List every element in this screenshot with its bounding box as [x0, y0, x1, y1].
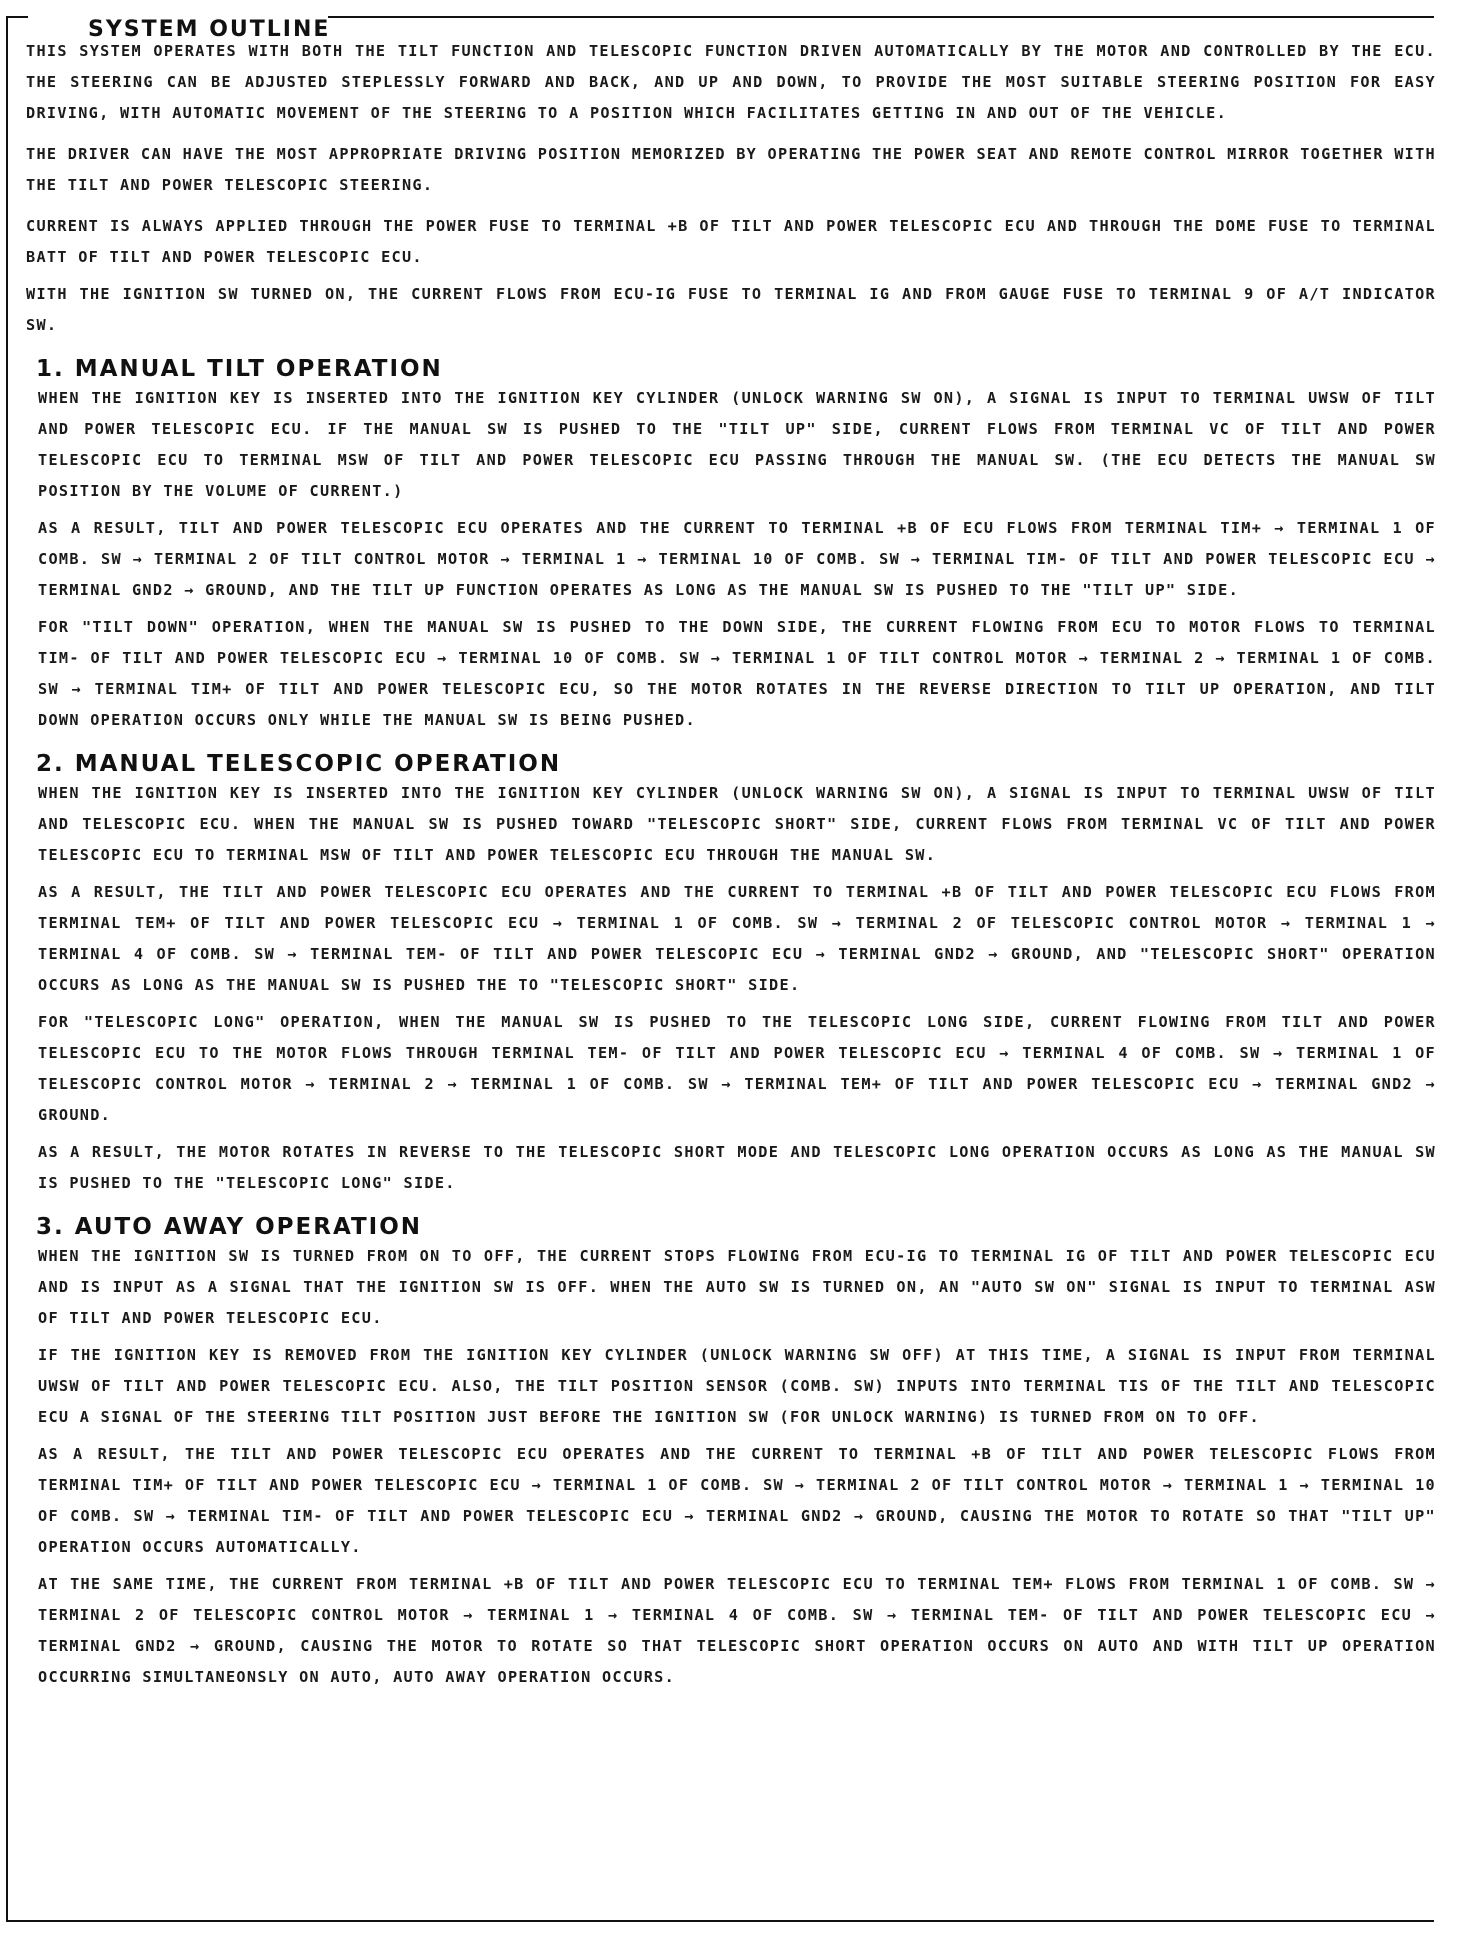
section-paragraph: AS A RESULT, THE MOTOR ROTATES IN REVERSE TO THE TELESCOPIC SHORT MODE AND TELESCOPIC LONG OPERATION OCCURS AS LONG AS THE MANUAL SW IS PUSHED TO THE "TELESCOPIC LONG" SIDE.: [38, 1143, 1436, 1192]
manual-telescopic-section: [26, 750, 1436, 1199]
section-paragraph: WHEN THE IGNITION KEY IS INSERTED INTO THE IGNITION KEY CYLINDER (UNLOCK WARNING SW ON), A SIGNAL IS INPUT TO TERMINAL UWSW OF TILT AND TELESCOPIC ECU. WHEN THE MANUAL SW IS PUSHED TOWARD "TELESCOPIC SHORT" SIDE, CURRENT FLOWS FROM TERMINAL VC OF TILT AND POWER TELESCOPIC ECU TO TERMINAL MSW OF TILT AND POWER TELESCOPIC ECU THROUGH THE MANUAL SW.: [38, 784, 1436, 864]
system-outline-section: [26, 36, 1436, 341]
section-paragraph: WHEN THE IGNITION SW IS TURNED FROM ON TO OFF, THE CURRENT STOPS FLOWING FROM ECU-IG TO TERMINAL IG OF TILT AND POWER TELESCOPIC ECU AND IS INPUT AS A SIGNAL THAT THE IGNITION SW IS OFF. WHEN THE AUTO SW IS TURNED ON, AN "AUTO SW ON" SIGNAL IS INPUT TO TERMINAL ASW OF TILT AND POWER TELESCOPIC ECU.: [38, 1247, 1436, 1327]
section-paragraph: AS A RESULT, TILT AND POWER TELESCOPIC ECU OPERATES AND THE CURRENT TO TERMINAL +B OF ECU FLOWS FROM TERMINAL TIM+ → TERMINAL 1 OF COMB. SW → TERMINAL 2 OF TILT CONTROL MOTOR → TERMINAL 1 → TERMINAL 10 OF COMB. SW → TERMINAL TIM- OF TILT AND POWER TELESCOPIC ECU → TERMINAL GND2 → GROUND, AND THE TILT UP FUNCTION OPERATES AS LONG AS THE MANUAL SW IS PUSHED TO THE "TILT UP" SIDE.: [38, 519, 1436, 599]
auto-away-section: [26, 1213, 1436, 1693]
outline-paragraph: THIS SYSTEM OPERATES WITH BOTH THE TILT FUNCTION AND TELESCOPIC FUNCTION DRIVEN AUTOMATICALLY BY THE MOTOR AND CONTROLLED BY THE ECU. THE STEERING CAN BE ADJUSTED STEPLESSLY FORWARD AND BACK, AND UP AND DOWN, TO PROVIDE THE MOST SUITABLE STEERING POSITION FOR EASY DRIVING, WITH AUTOMATIC MOVEMENT OF THE STEERING TO A POSITION WHICH FACILITATES GETTING IN AND OUT OF THE VEHICLE.: [26, 42, 1436, 122]
outline-paragraph: THE DRIVER CAN HAVE THE MOST APPROPRIATE DRIVING POSITION MEMORIZED BY OPERATING THE POWER SEAT AND REMOTE CONTROL MIRROR TOGETHER WITH THE TILT AND POWER TELESCOPIC STEERING.: [26, 145, 1436, 194]
section-paragraph: AS A RESULT, THE TILT AND POWER TELESCOPIC ECU OPERATES AND THE CURRENT TO TERMINAL +B OF TILT AND POWER TELESCOPIC FLOWS FROM TERMINAL TIM+ OF TILT AND POWER TELESCOPIC ECU → TERMINAL 1 OF COMB. SW → TERMINAL 2 OF TILT CONTROL MOTOR → TERMINAL 1 → TERMINAL 10 OF COMB. SW → TERMINAL TIM- OF TILT AND POWER TELESCOPIC ECU → TERMINAL GND2 → GROUND, CAUSING THE MOTOR TO ROTATE SO THAT "TILT UP" OPERATION OCCURS AUTOMATICALLY.: [38, 1445, 1436, 1556]
section-paragraph: FOR "TELESCOPIC LONG" OPERATION, WHEN THE MANUAL SW IS PUSHED TO THE TELESCOPIC LONG SIDE, CURRENT FLOWING FROM TILT AND POWER TELESCOPIC ECU TO THE MOTOR FLOWS THROUGH TERMINAL TEM- OF TILT AND POWER TELESCOPIC ECU → TERMINAL 4 OF COMB. SW → TERMINAL 1 OF TELESCOPIC CONTROL MOTOR → TERMINAL 2 → TERMINAL 1 OF COMB. SW → TERMINAL TEM+ OF TILT AND POWER TELESCOPIC ECU → TERMINAL GND2 → GROUND.: [38, 1013, 1436, 1124]
section-heading: 1. MANUAL TILT OPERATION: [36, 356, 443, 382]
section-paragraph: IF THE IGNITION KEY IS REMOVED FROM THE IGNITION KEY CYLINDER (UNLOCK WARNING SW OFF) AT THIS TIME, A SIGNAL IS INPUT FROM TERMINAL UWSW OF TILT AND POWER TELESCOPIC ECU. ALSO, THE TILT POSITION SENSOR (COMB. SW) INPUTS INTO TERMINAL TIS OF THE TILT AND TELESCOPIC ECU A SIGNAL OF THE STEERING TILT POSITION JUST BEFORE THE IGNITION SW (FOR UNLOCK WARNING) IS TURNED FROM ON TO OFF.: [38, 1346, 1436, 1426]
section-paragraph: AT THE SAME TIME, THE CURRENT FROM TERMINAL +B OF TILT AND POWER TELESCOPIC ECU TO TERMINAL TEM+ FLOWS FROM TERMINAL 1 OF COMB. SW → TERMINAL 2 OF TELESCOPIC CONTROL MOTOR → TERMINAL 1 → TERMINAL 4 OF COMB. SW → TERMINAL TEM- OF TILT AND POWER TELESCOPIC ECU → TERMINAL GND2 → GROUND, CAUSING THE MOTOR TO ROTATE SO THAT TELESCOPIC SHORT OPERATION OCCURS ON AUTO AND WITH TILT UP OPERATION OCCURRING SIMULTANEONSLY ON AUTO, AUTO AWAY OPERATION OCCURS.: [38, 1575, 1436, 1686]
outline-paragraph: CURRENT IS ALWAYS APPLIED THROUGH THE POWER FUSE TO TERMINAL +B OF TILT AND POWER TELESCOPIC ECU AND THROUGH THE DOME FUSE TO TERMINAL BATT OF TILT AND POWER TELESCOPIC ECU.: [26, 217, 1436, 266]
section-heading: 3. AUTO AWAY OPERATION: [36, 1214, 423, 1240]
section-paragraph: FOR "TILT DOWN" OPERATION, WHEN THE MANUAL SW IS PUSHED TO THE DOWN SIDE, THE CURRENT FLOWING FROM ECU TO MOTOR FLOWS TO TERMINAL TIM- OF TILT AND POWER TELESCOPIC ECU → TERMINAL 10 OF COMB. SW → TERMINAL 1 OF TILT CONTROL MOTOR → TERMINAL 2 → TERMINAL 1 OF COMB. SW → TERMINAL TIM+ OF TILT AND POWER TELESCOPIC ECU, SO THE MOTOR ROTATES IN THE REVERSE DIRECTION TO TILT UP OPERATION, AND TILT DOWN OPERATION OCCURS ONLY WHILE THE MANUAL SW IS BEING PUSHED.: [38, 618, 1436, 729]
document-body: [26, 36, 1436, 1699]
outline-paragraph: WITH THE IGNITION SW TURNED ON, THE CURRENT FLOWS FROM ECU-IG FUSE TO TERMINAL IG AND FROM GAUGE FUSE TO TERMINAL 9 OF A/T INDICATOR SW.: [26, 285, 1436, 334]
section-heading: 2. MANUAL TELESCOPIC OPERATION: [36, 751, 562, 777]
section-paragraph: AS A RESULT, THE TILT AND POWER TELESCOPIC ECU OPERATES AND THE CURRENT TO TERMINAL +B OF TILT AND POWER TELESCOPIC ECU FLOWS FROM TERMINAL TEM+ OF TILT AND POWER TELESCOPIC ECU → TERMINAL 1 OF COMB. SW → TERMINAL 2 OF TELESCOPIC CONTROL MOTOR → TERMINAL 1 → TERMINAL 4 OF COMB. SW → TERMINAL TEM- OF TILT AND POWER TELESCOPIC ECU → TERMINAL GND2 → GROUND, AND "TELESCOPIC SHORT" OPERATION OCCURS AS LONG AS THE MANUAL SW IS PUSHED THE TO "TELESCOPIC SHORT" SIDE.: [38, 883, 1436, 994]
manual-tilt-section: [26, 355, 1436, 736]
section-paragraph: WHEN THE IGNITION KEY IS INSERTED INTO THE IGNITION KEY CYLINDER (UNLOCK WARNING SW ON), A SIGNAL IS INPUT TO TERMINAL UWSW OF TILT AND POWER TELESCOPIC ECU. IF THE MANUAL SW IS PUSHED TO THE "TILT UP" SIDE, CURRENT FLOWS FROM TERMINAL VC OF TILT AND POWER TELESCOPIC ECU TO TERMINAL MSW OF TILT AND POWER TELESCOPIC ECU PASSING THROUGH THE MANUAL SW. (THE ECU DETECTS THE MANUAL SW POSITION BY THE VOLUME OF CURRENT.): [38, 389, 1436, 500]
section-title: SYSTEM OUTLINE: [78, 18, 340, 42]
